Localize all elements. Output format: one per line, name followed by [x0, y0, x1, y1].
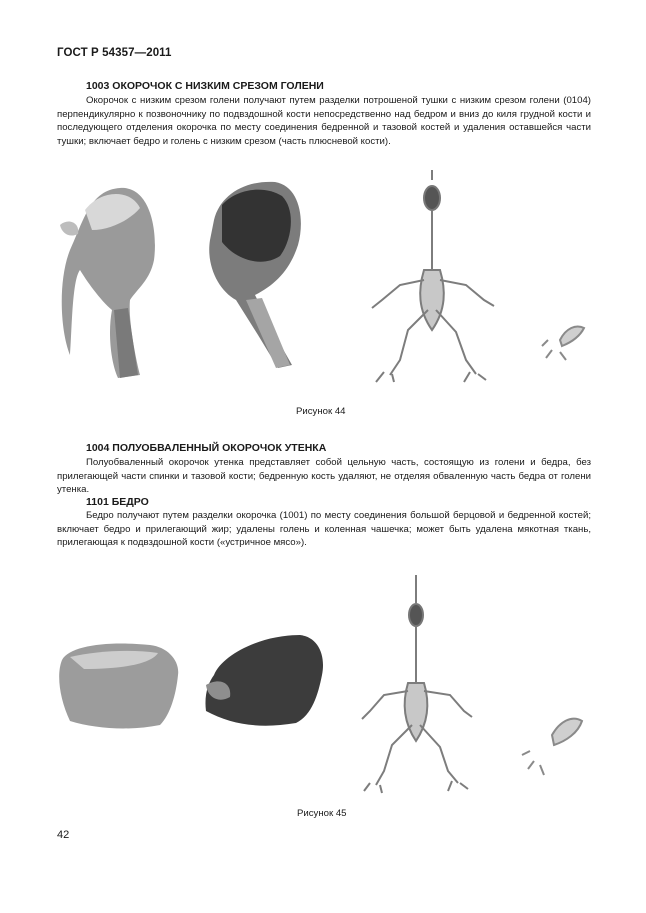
figure-44 — [0, 160, 646, 400]
section-title-1003: 1003 ОКОРОЧОК С НИЗКИМ СРЕЗОМ ГОЛЕНИ — [86, 80, 324, 92]
figure-caption-44: Рисунок 44 — [296, 406, 346, 417]
thigh-raw-image — [59, 644, 178, 729]
figure-caption-45: Рисунок 45 — [297, 808, 347, 819]
section-title-1004: 1004 ПОЛУОБВАЛЕННЫЙ ОКОРОЧОК УТЕНКА — [86, 442, 327, 454]
section-text-1003: Окорочок с низким срезом голени получают путем разделки потрошеной тушки с низким срезом голени (0104) перпендикулярно к позвоночнику по подвздошной кости непосредственно над бедром и вниз до киля грудной кости и последующего отделения окорочка по месту соединения бедренной и тазовой костей и удаления оставшейся части тушки; включает бедро и голень с низким срезом (часть плюсневой кости). — [57, 95, 591, 147]
figure-45 — [0, 565, 646, 795]
leg-quarter-raw-image — [60, 188, 155, 378]
cut-part-diagram-2 — [522, 719, 582, 775]
thigh-skin-image — [205, 635, 323, 726]
figure-44-images — [0, 160, 646, 400]
document-header: ГОСТ Р 54357—2011 — [57, 47, 172, 59]
section-text-1101: Бедро получают путем разделки окорочка (1001) по месту соединения большой берцовой и бедренной костей; включает бедро и прилегающий жир; удалены голень и коленная чашечка; может быть удалена мякотная ткань, прилегающая к подвздошной кости («устричное мясо»). — [57, 510, 591, 549]
page-number: 42 — [57, 829, 70, 841]
duck-skeleton-diagram — [372, 170, 494, 382]
figure-45-images — [0, 565, 646, 795]
duck-skeleton-diagram-2 — [362, 575, 472, 793]
section-title-1101: 1101 БЕДРО — [86, 496, 149, 508]
leg-quarter-skin-image — [209, 182, 301, 368]
cut-part-diagram — [542, 327, 584, 361]
section-text-1004: Полуобваленный окорочок утенка представляет собой цельную часть, состоящую из голени и бедра, без прилегающей части спинки и тазовой кости; бедренную кость удаляют, не отделяя обваленную часть бедра от голени утенка. — [57, 457, 591, 496]
